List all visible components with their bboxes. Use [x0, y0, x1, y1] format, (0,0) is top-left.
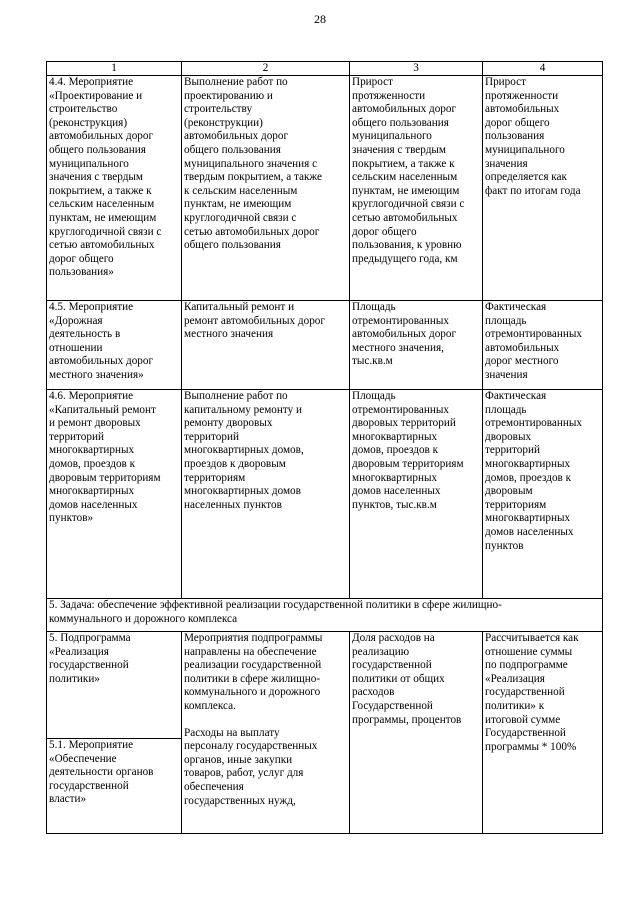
- measure-cell: 5.1. Мероприятие «Обеспечение деятельности органов государственной власти»: [49, 739, 154, 806]
- table-cell: Капитальный ремонт и ремонт автомобильных дорог местного значения: [182, 301, 350, 390]
- table-cell: Выполнение работ по проектированию и строительству (реконструкции) автомобильных дорог общего пользования муниципального значения с твердым покрытием, а также к сельским населенным пунктам, не имеющим круглогодичной связи с сетью автомобильных дорог общего пользования: [182, 76, 350, 301]
- task-row: [47, 599, 603, 632]
- table-cell: 4.4. Мероприятие «Проектирование и строительство (реконструкция) автомобильных дорог общего пользования муниципального значения с твердым покрытием, а также к сельским населенным пунктам, не имеющим круглогодичной связи с сетью автомобильных дорог общего пользования»: [47, 76, 182, 301]
- table-cell: 4.5. Мероприятие «Дорожная деятельность в отношении автомобильных дорог местного значения»: [47, 301, 182, 390]
- task-cell: 5. Задача: обеспечение эффективной реализации государственной политики в сфере жилищно- коммунального и дорожного комплекса: [47, 599, 603, 632]
- table-cell: Фактическая площадь отремонтированных автомобильных дорог местного значения: [483, 301, 603, 390]
- table-cell: Доля расходов на реализацию государственной политики от общих расходов Государственной программы, процентов: [350, 632, 483, 834]
- table-header-row: [47, 62, 603, 76]
- column-header: 1: [47, 62, 182, 76]
- table-cell: [47, 632, 182, 834]
- table-cell: 4.6. Мероприятие «Капитальный ремонт и ремонт дворовых территорий многоквартирных домов, проездов к дворовым территориям многоквартирных домов населенных пунктов»: [47, 390, 182, 599]
- table-cell: Площадь отремонтированных автомобильных дорог местного значения, тыс.кв.м: [350, 301, 483, 390]
- table-cell: Прирост протяженности автомобильных дорог общего пользования муниципального значения с твердым покрытием, а также к сельским населенным пунктам, не имеющим круглогодичной связи с сетью автомобильных дорог общего пользования, к уровню предыдущего года, км: [350, 76, 483, 301]
- column-header: 3: [350, 62, 483, 76]
- table-cell: Прирост протяженности автомобильных дорог общего пользования муниципального значения определяется как факт по итогам года: [483, 76, 603, 301]
- table-row: [47, 301, 603, 390]
- table-cell: Мероприятия подпрограммы направлены на обеспечение реализации государственной политики в сфере жилищно- коммунального и дорожного комплекса. Расходы на выплату персоналу государственных органов, иные закупки товаров, работ, услуг для обеспечения государственных нужд,: [182, 632, 350, 834]
- table-cell: Выполнение работ по капитальному ремонту и ремонту дворовых территорий многоквартирных домов, проездов к дворовым территориям многоквартирных домов населенных пунктов: [182, 390, 350, 599]
- column-header: 4: [483, 62, 603, 76]
- table-cell: Площадь отремонтированных дворовых территорий многоквартирных домов, проездов к дворовым территориям многоквартирных домов населенных пунктов, тыс.кв.м: [350, 390, 483, 599]
- indicators-table: [46, 61, 603, 834]
- table-cell: Рассчитывается как отношение суммы по подпрограмме «Реализация государственной политики» к итоговой сумме Государственной программы * 100%: [483, 632, 603, 834]
- subprogram-cell: 5. Подпрограмма «Реализация государственной политики»: [47, 632, 181, 739]
- page-number: 28: [314, 12, 326, 26]
- table-row: [47, 632, 603, 834]
- table-row: [47, 76, 603, 301]
- column-header: 2: [182, 62, 350, 76]
- table-row: [47, 390, 603, 599]
- table-cell: Фактическая площадь отремонтированных дворовых территорий многоквартирных домов, проездов к дворовым территориям многоквартирных домов населенных пунктов: [483, 390, 603, 599]
